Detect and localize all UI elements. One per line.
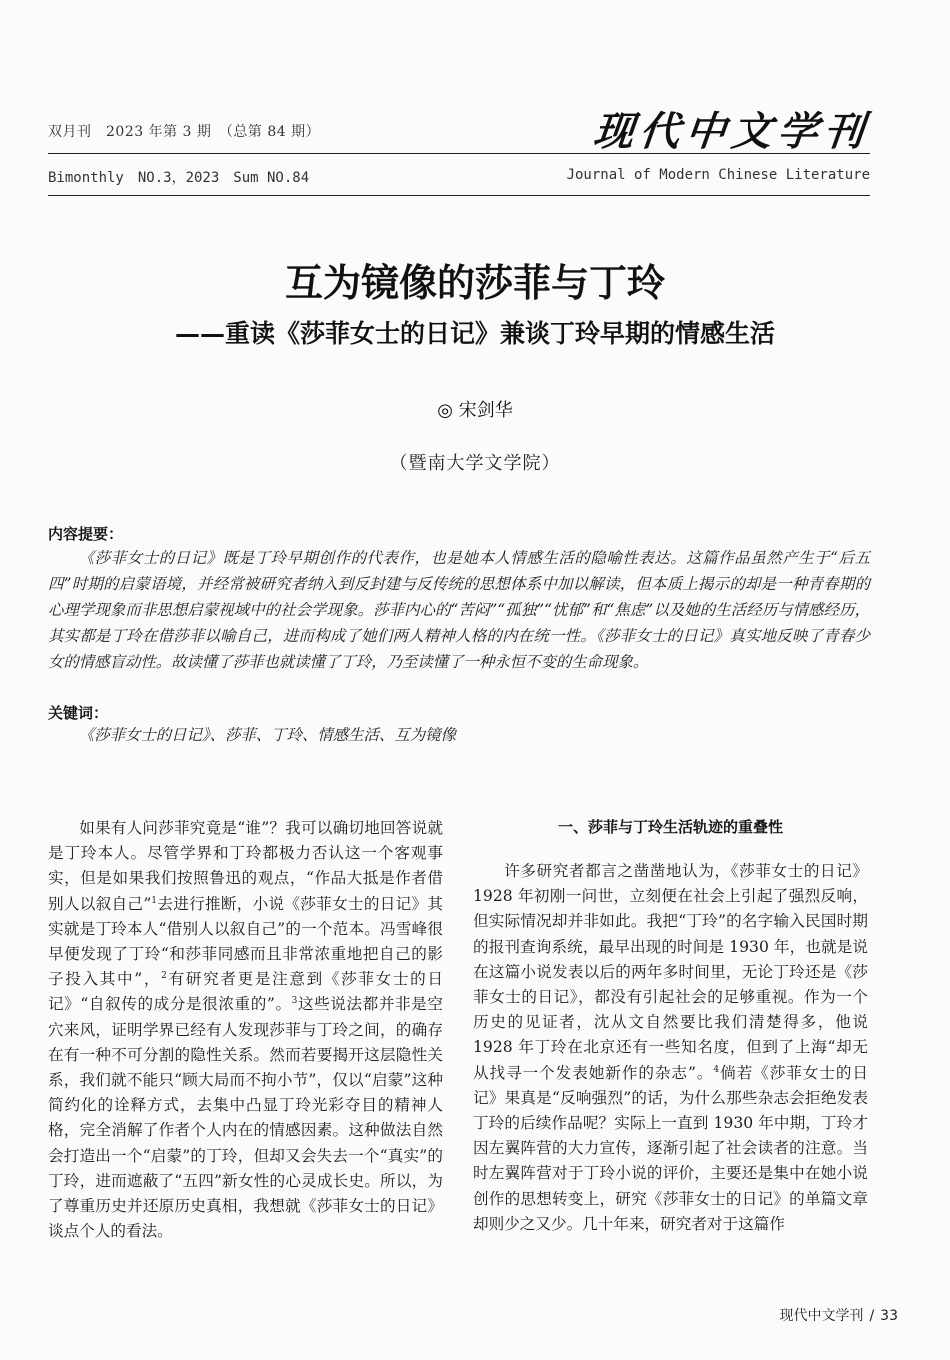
footnote-ref[interactable]: 1 bbox=[151, 895, 158, 906]
keywords-text: 《莎菲女士的日记》、莎菲、丁玲、情感生活、互为镜像 bbox=[78, 726, 456, 744]
footer-separator: / bbox=[869, 1308, 875, 1324]
page-number: 33 bbox=[880, 1308, 898, 1324]
footer-journal: 现代中文学刊 bbox=[779, 1308, 864, 1324]
issue-info-cn: 双月刊 2023 年第 3 期 （总第 84 期） bbox=[48, 124, 321, 140]
journal-name-en: Journal of Modern Chinese Literature bbox=[566, 167, 870, 183]
body-column-left bbox=[48, 816, 443, 1244]
header-rule-top bbox=[48, 153, 870, 154]
author-name: ◎ 宋剑华 bbox=[437, 400, 513, 421]
footnote-ref[interactable]: 4 bbox=[713, 1064, 720, 1075]
issue-info-en: Bimonthly NO.3，2023 Sum NO.84 bbox=[48, 170, 310, 186]
abstract-text: 《莎菲女士的日记》既是丁玲早期创作的代表作，也是她本人情感生活的隐喻性表达。这篇作品虽然产生于“后五四”时期的启蒙语境，并经常被研究者纳入到反封建与反传统的思想体系中加以解读，但本质上揭示的却是一种青春期的心理学现象而非思想启蒙视域中的社会学现象。莎菲内心的“苦闷”“孤独”“忧郁”和“焦虑”以及她的生活经历与情感经历，其实都是丁玲在借莎菲以喻自己，进而构成了她们两人精神人格的内在统一性。《莎菲女士的日记》真实地反映了青春少女的情感盲动性。故读懂了莎菲也就读懂了丁玲，乃至读懂了一种永恒不变的生命现象。 bbox=[48, 549, 870, 671]
header-rule-bottom bbox=[48, 195, 870, 196]
article-title: 互为镜像的莎菲与丁玲 bbox=[284, 261, 665, 305]
footnote-ref[interactable]: 2 bbox=[161, 971, 167, 982]
keywords-label: 关键词： bbox=[48, 704, 109, 722]
article-subtitle: ——重读《莎菲女士的日记》兼谈丁玲早期的情感生活 bbox=[174, 319, 775, 348]
journal-logo: 现代中文学刊 bbox=[591, 108, 873, 155]
body-column-right bbox=[473, 859, 868, 1237]
body-paragraph: 许多研究者都言之凿凿地认为，《莎菲女士的日记》1928 年初刚一问世，立刻便在社会上引起了强烈反响，但实际情况却并非如此。我把“丁玲”的名字输入民国时期的报刊查询系统，最早出现的时间是 1930 年，也就是说在这篇小说发表以后的两年多时间里，无论丁玲还是《莎菲女士的日记》，都没有引起社会的足够重视。作为一个历史的见证者，沈从文自然要比我们清楚得多，他说 1928 年丁玲在北京还有一些知名度，但到了上海“却无从找寻一个发表她新作的杂志”。$^4$倘若《莎菲女士的日记》果真是“反响强烈”的话，为什么那些杂志会拒绝发表丁玲的后续作品呢？实际上一直到 1930 年中期，丁玲才因左翼阵营的大力宣传，逐渐引起了社会读者的注意。当时左翼阵营对于丁玲小说的评价，主要还是集中在她小说创作的思想转变上，研究《莎菲女士的日记》的单篇文章却则少之又少。几十年来，研究者对于这篇作 bbox=[473, 862, 868, 1233]
author-affiliation: （暨南大学文学院） bbox=[389, 453, 561, 474]
body-paragraph: 如果有人问莎菲究竟是“谁”？我可以确切地回答说就是丁玲本人。尽管学界和丁玲都极力否认这一个客观事实，但是如果我们按照鲁迅的观点，“作品大抵是作者借别人以叙自己”$^1$去进行推断，小说《莎菲女士的日记》其实就是丁玲本人“借别人以叙自己”的一个范本。冯雪峰很早便发现了丁玲“和莎菲同感而且非常浓重地把自己的影子投入其中”，$^2$有研究者更是注意到《莎菲女士的日记》“自叙传的成分是很浓重的”。$^3$这些说法都并非是空穴来风，证明学界已经有人发现莎菲与丁玲之间，的确存在有一种不可分割的隐性关系。然而若要揭开这层隐性关系，我们就不能只“顾大局而不拘小节”，仅以“启蒙”这种简约化的诠释方式，去集中凸显丁玲光彩夺目的精神人格，完全消解了作者个人内在的情感因素。这种做法自然会打造出一个“启蒙”的丁玲，但却又会失去一个“真实”的丁玲，进而遮蔽了“五四”新女性的心灵成长史。所以，为了尊重历史并还原历史真相，我想就《莎菲女士的日记》谈点个人的看法。 bbox=[48, 819, 443, 1241]
section-heading: 一、莎菲与丁玲生活轨迹的重叠性 bbox=[557, 818, 783, 836]
page-footer bbox=[779, 1305, 898, 1325]
footnote-ref[interactable]: 3 bbox=[291, 996, 298, 1007]
abstract-label: 内容提要： bbox=[48, 525, 124, 543]
